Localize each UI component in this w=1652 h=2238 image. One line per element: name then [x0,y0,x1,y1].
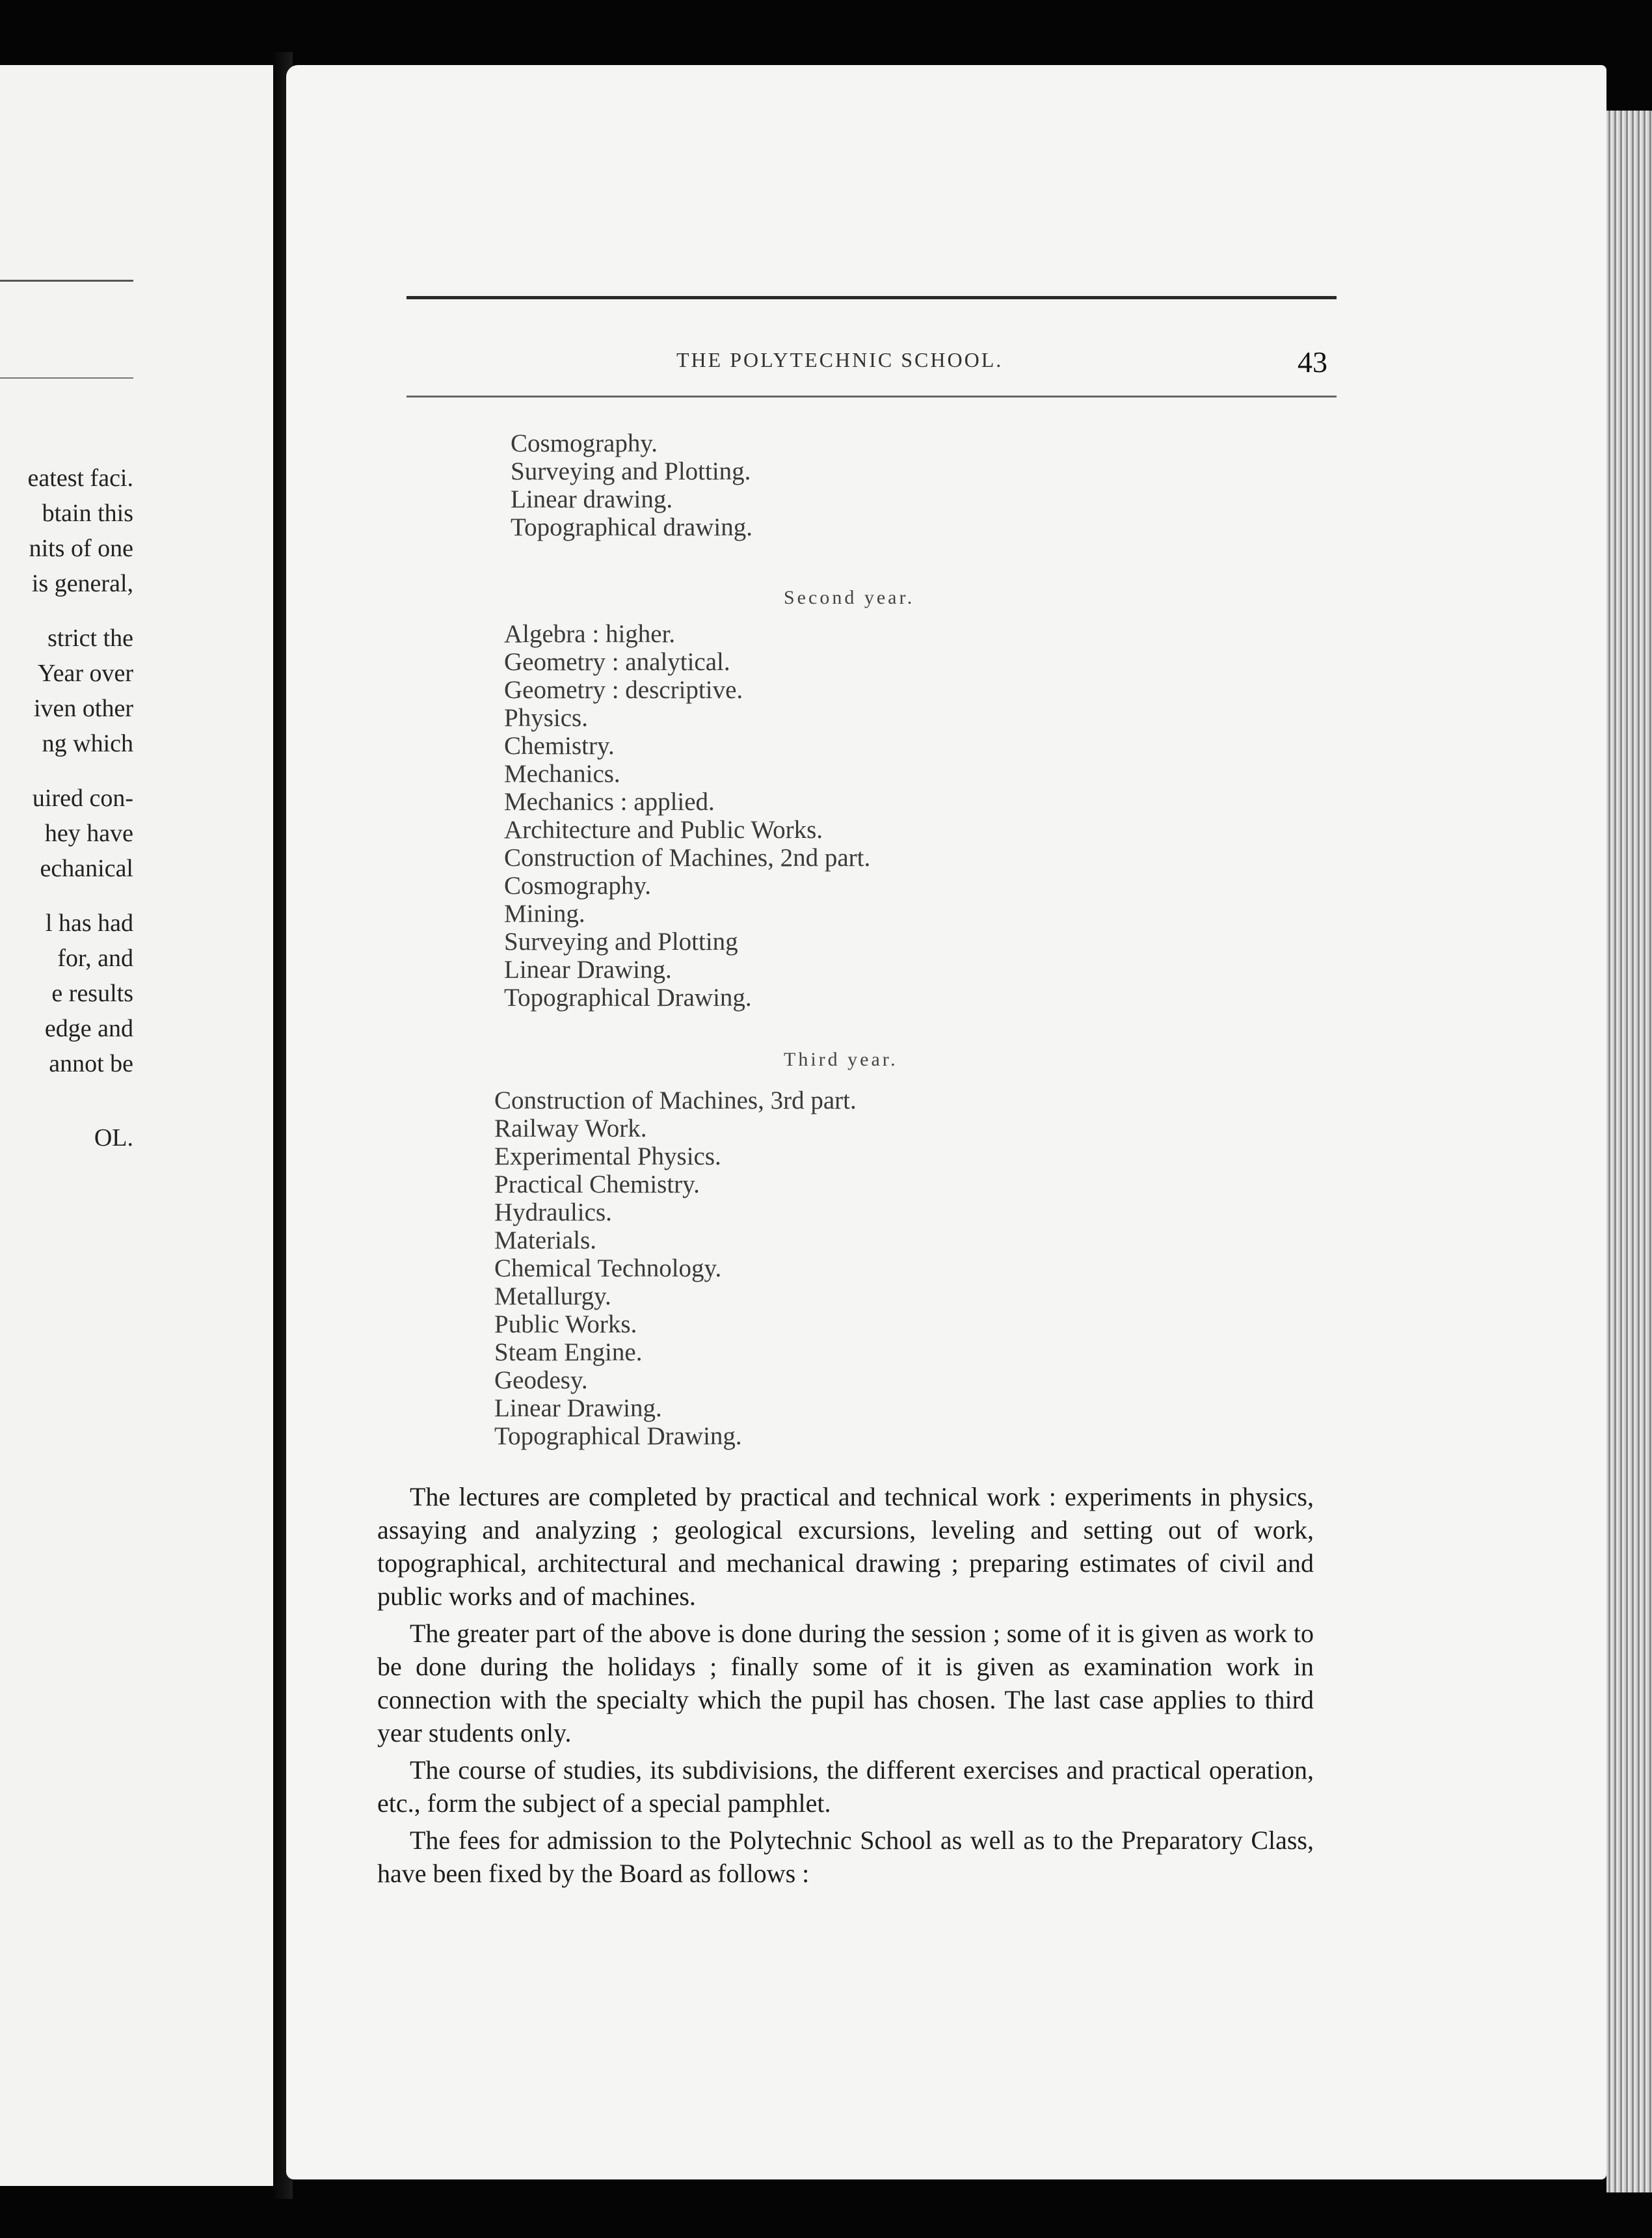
left-page-line: btain this [42,500,133,527]
left-page-rule-top [0,280,133,282]
subject-item: Practical Chemistry. [494,1170,700,1198]
left-page-line: e results [51,980,133,1007]
body-text [377,1480,1314,1894]
second-year-subject-list [504,620,870,1012]
subject-item: Chemical Technology. [494,1254,722,1282]
left-page-text [0,461,133,1155]
left-page-line: nits of one [29,535,133,562]
second-year-heading: Second year. [784,587,915,608]
subject-item: Steam Engine. [494,1338,643,1366]
body-paragraph: The lectures are completed by practical and technical work : experiments in physics, assaying and analyzing ; geological excursions, leveling and setting out of work, topographical, architectural and mechanical drawing ; preparing estimates of civil and public works and of machines. [377,1482,1314,1611]
left-page-line [0,1081,133,1101]
left-page-line: edge and [44,1015,133,1042]
third-year-heading: Third year. [784,1049,898,1070]
subject-item: Railway Work. [494,1114,647,1142]
left-page-line: eatest faci. [27,465,133,492]
subject-item: Construction of Machines, 3rd part. [494,1086,857,1114]
subject-item: Metallurgy. [494,1282,611,1310]
left-page-line: annot be [49,1050,133,1077]
first-year-subject-list [511,429,753,541]
left-page-line [0,761,133,781]
subject-item: Construction of Machines, 2nd part. [504,844,871,872]
subject-item: Topographical drawing. [511,513,753,541]
subject-item: Public Works. [494,1310,637,1338]
subject-item: Linear drawing. [511,485,673,513]
left-page-line: l has had [45,910,133,937]
subject-item: Linear Drawing. [504,956,672,984]
subject-item: Mechanics. [504,760,620,788]
subject-item: Mining. [504,900,585,928]
subject-item: Surveying and Plotting. [511,457,751,485]
subject-item: Geometry : analytical. [504,648,730,676]
left-page-line: uired con- [32,785,133,812]
left-page-line [0,886,133,906]
page-number: 43 [1298,345,1327,379]
subject-item: Physics. [504,704,588,732]
body-paragraph: The course of studies, its subdivisions, the different exercises and practical operation, etc., form the subject of a special pamphlet. [377,1755,1314,1818]
left-page-rule-bottom [0,377,133,379]
left-page-line: OL. [94,1124,133,1152]
subject-item: Hydraulics. [494,1198,612,1226]
left-page-line: is general, [31,570,133,597]
subject-item: Architecture and Public Works. [504,816,823,844]
subject-item: Geometry : descriptive. [504,676,743,704]
left-page-line: ng which [42,730,133,757]
third-year-subject-list [494,1086,857,1450]
page-edges [1606,111,1652,2192]
running-head: THE POLYTECHNIC SCHOOL. [676,348,1004,371]
left-page-line: echanical [40,855,133,882]
subject-item: Mechanics : applied. [504,788,715,816]
subject-item: Surveying and Plotting [504,928,738,956]
previous-page [0,65,273,2186]
subject-item: Topographical Drawing. [504,984,752,1012]
subject-item: Materials. [494,1226,597,1254]
header-rule-top [406,296,1337,299]
body-paragraph: The fees for admission to the Polytechnic School as well as to the Preparatory Class, have been fixed by the Board as follows : [377,1826,1314,1888]
subject-item: Topographical Drawing. [494,1422,742,1450]
subject-item: Cosmography. [504,872,652,900]
subject-item: Linear Drawing. [494,1394,662,1422]
subject-item: Geodesy. [494,1366,588,1394]
left-page-line: Year over [37,660,133,687]
left-page-line [0,1101,133,1120]
left-page-line: iven other [33,695,133,722]
left-page-line: strict the [47,625,133,652]
left-page-line [0,601,133,621]
subject-item: Algebra : higher. [504,620,676,648]
header-rule-bottom [406,396,1337,398]
subject-item: Chemistry. [504,732,615,760]
subject-item: Cosmography. [511,429,658,457]
body-paragraph: The greater part of the above is done during the session ; some of it is given as work to be done during the holidays ; finally some of it is given as examination work in connection with the specialty which the pupil has chosen. The last case applies to third year students only. [377,1619,1314,1747]
subject-item: Experimental Physics. [494,1142,721,1170]
left-page-line: for, and [57,945,133,972]
left-page-line: hey have [44,820,133,847]
